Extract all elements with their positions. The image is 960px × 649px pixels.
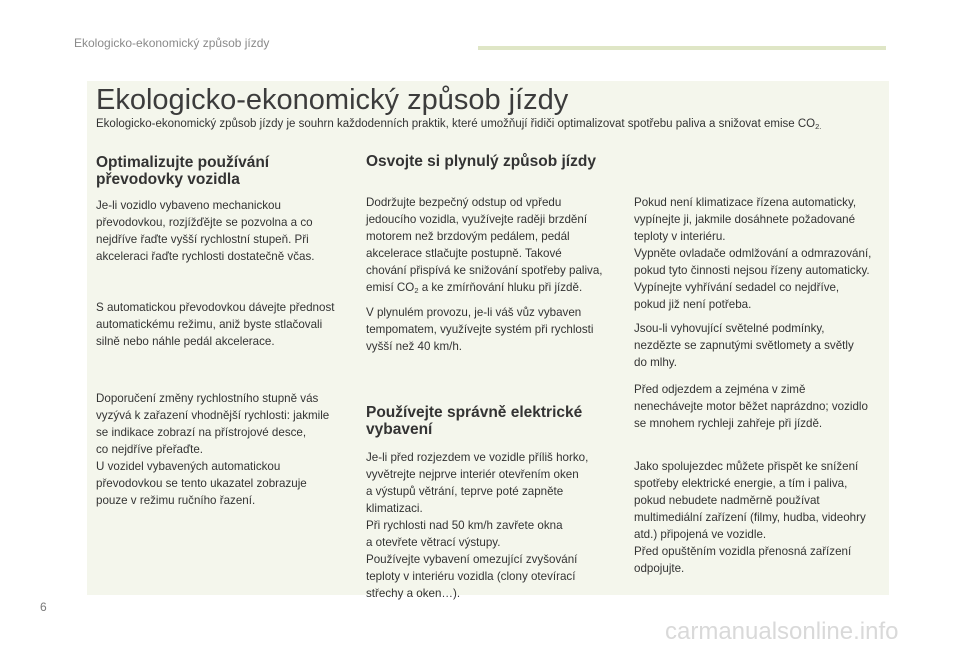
paragraph-engine-idle: Před odjezdem a zejména v zimě nenechávejte motor běžet naprázdno; vozidlo se mnohem rychleji zahřeje při jízdě. — [634, 383, 868, 430]
intro-subscript: 2. — [815, 122, 822, 131]
page-title: Ekologicko-ekonomický způsob jízdy — [96, 84, 569, 116]
paragraph-cruise-control: V plynulém provozu, je-li váš vůz vybaven tempomatem, využívejte systém při rychlosti vyšší než 40 km/h. — [366, 306, 594, 353]
intro-body: Ekologicko-ekonomický způsob jízdy je souhrn každodenních praktik, které umožňují řidiči optimalizovat spotřebu paliva a snižovat emise CO — [96, 118, 816, 130]
heading-electrical-equipment: Používejte správně elektrické vybavení — [366, 404, 583, 438]
paragraph-passenger-devices: Jako spolujezdec můžete přispět ke snížení spotřeby elektrické energie, a tím i paliva, pokud nebudete nadměrně používat multimediální zařízení (filmy, hudba, videohry atd.) připojená ve vozidle. Před opuštěním vozidla přenosná zařízení odpojujte. — [634, 460, 866, 575]
paragraph-manual-gearbox: Je-li vozidlo vybaveno mechanickou převodovkou, rozjížďějte se pozvolna a co nejdříve řaďte vyšší rychlostní stupeň. Při akceleraci řaďte rychlosti dostatečně včas. — [96, 199, 315, 263]
paragraph-lights: Jsou-li vyhovující světelné podmínky, nezdězte se zapnutými světlomety a světly do mlhy. — [634, 322, 854, 369]
paragraph-gear-shift-indicator: Doporučení změny rychlostního stupně vás vyzývá k zařazení vhodnější rychlosti: jakmile se indikace zobrazí na přístrojové desce, co nejdříve přeřaďte. U vozidel vybavených automatickou převodovkou se tento ukazatel zobrazuje pouze v režimu ručního řazení. — [96, 392, 330, 507]
paragraph-ventilation: Je-li před rozjezdem ve vozidle příliš horko, vyvětrejte nejprve interiér otevřením oken a výstupů větrání, teprve poté zapněte klimatizaci. Při rychlosti nad 50 km/h zavřete okna a otevřete větrací výstupy. Používejte vybavení omezující zvyšování teploty v interiéru vozidla (clony otevírací střechy a oken…). — [366, 451, 589, 600]
paragraph-safe-distance — [366, 194, 603, 299]
page-number: 6 — [40, 600, 47, 614]
watermark: carmanualsonline.info — [665, 618, 899, 645]
intro-text — [96, 118, 821, 131]
heading-smooth-driving: Osvojte si plynulý způsob jízdy — [366, 153, 596, 170]
heading-transmission: Optimalizujte používání převodovky vozidla — [96, 154, 270, 188]
paragraph-safe-distance-end: a ke zmírňování hluku při jízdě. — [418, 281, 583, 294]
running-header: Ekologicko-ekonomický způsob jízdy — [74, 36, 270, 50]
paragraph-automatic-gearbox: S automatickou převodovkou dávejte přednost automatickému režimu, aniž byste stlačovali silně nebo náhle pedál akcelerace. — [96, 301, 335, 348]
paragraph-air-conditioning: Pokud není klimatizace řízena automaticky, vypínejte ji, jakmile dosáhnete požadované teploty v interiéru. Vypněte ovladače odmlžování a odmrazování, pokud tyto činnosti nejsou řízeny automaticky. Vypínejte vyhřívání sedadel co nejdříve, pokud již není potřeba. — [634, 196, 872, 311]
paragraph-safe-distance-body: Dodržujte bezpečný odstup od vpředu jedoucího vozidla, využívejte raději brzdění motorem než brzdovým pedálem, pedál akcelerace stlačujte postupně. Takové chování přispívá ke snižování spotřeby paliva, emisí CO — [366, 196, 603, 294]
co2-subscript: 2 — [414, 286, 419, 295]
header-rule — [478, 46, 886, 50]
